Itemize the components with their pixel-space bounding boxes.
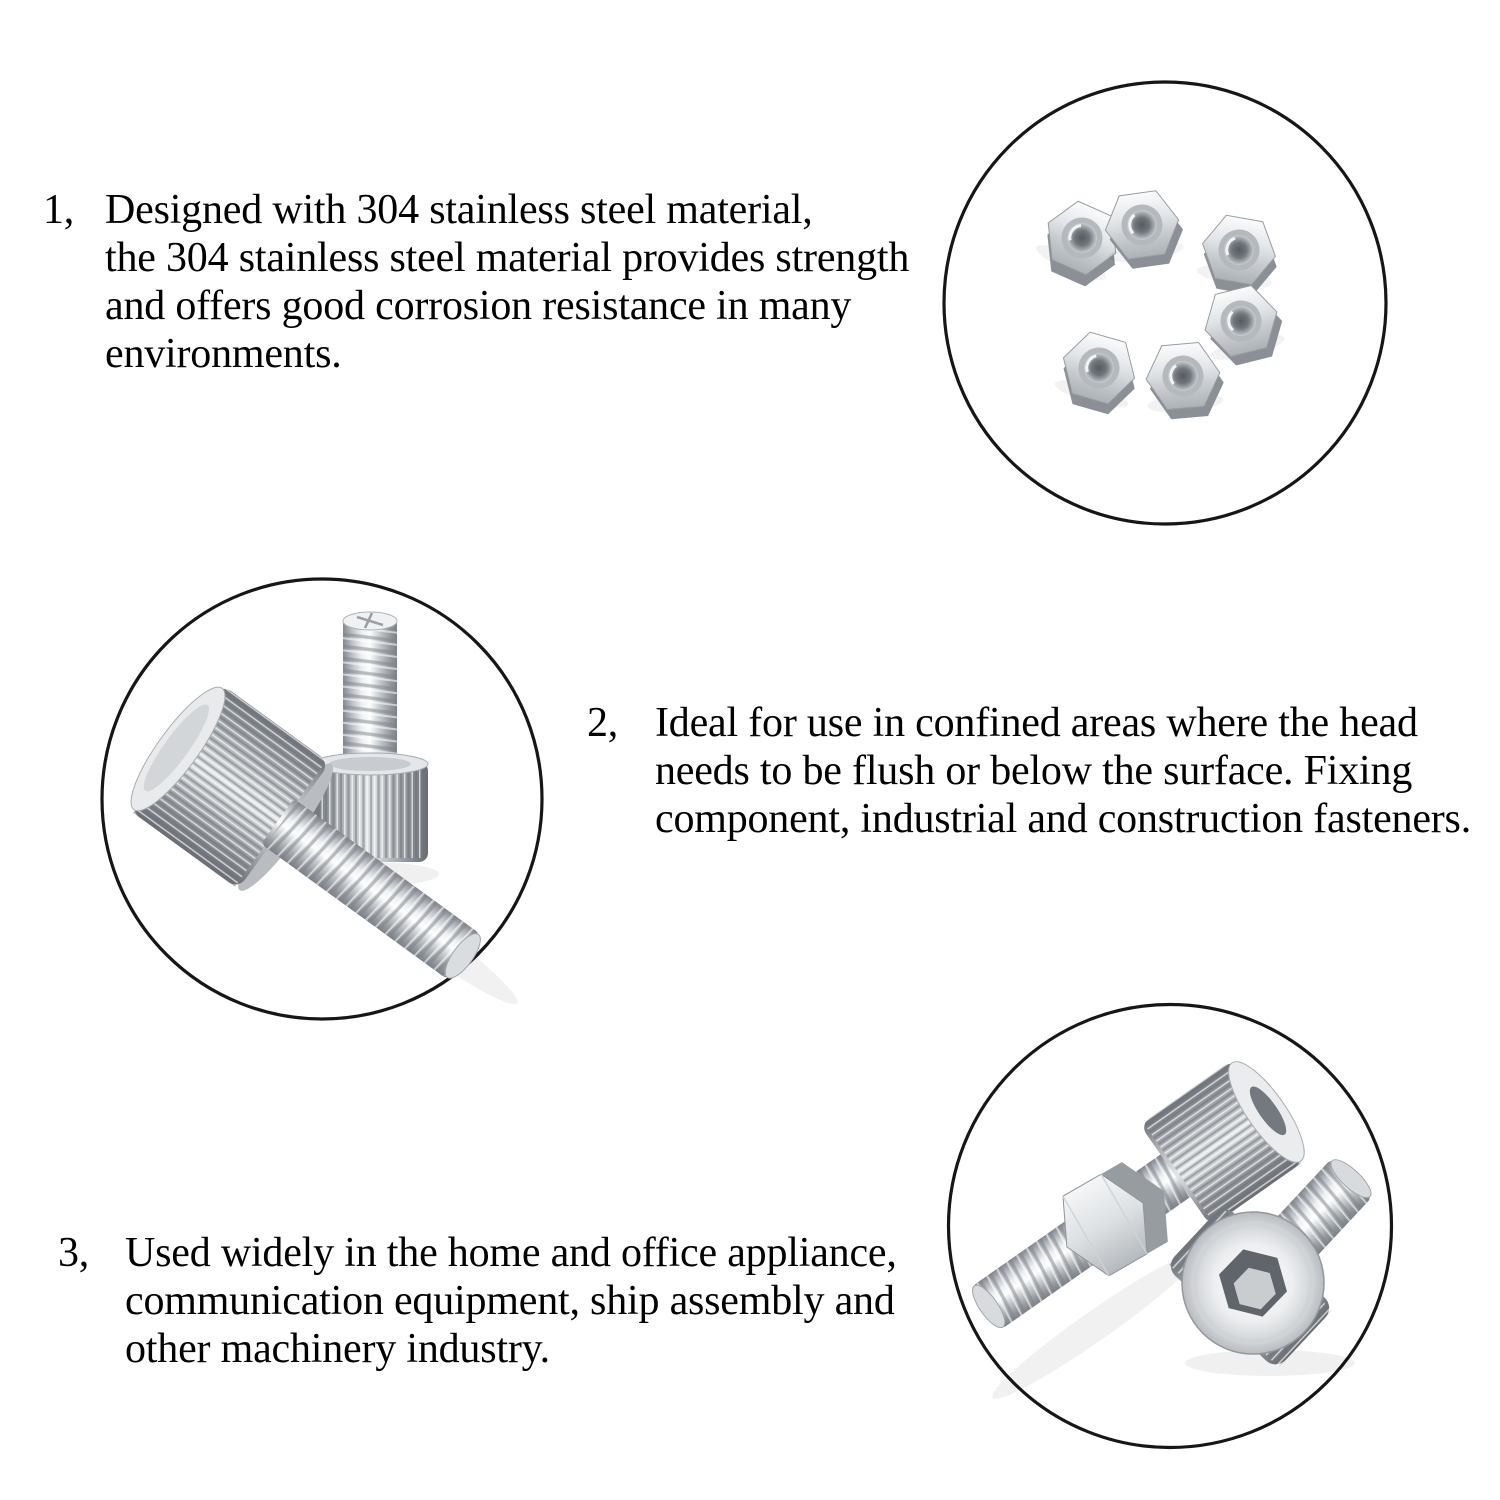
text-line: communication equipment, ship assembly and bbox=[125, 1278, 895, 1324]
hex-nuts-illustration bbox=[941, 79, 1389, 527]
feature-1-text bbox=[105, 186, 909, 378]
photo-circle-border bbox=[944, 82, 1386, 524]
feature-3-number: 3, bbox=[58, 1230, 90, 1276]
text-line: the 304 stainless steel material provides strength bbox=[105, 235, 910, 281]
feature-2-text bbox=[655, 699, 1471, 843]
assembly-illustration bbox=[945, 1001, 1395, 1451]
text-line: and offers good corrosion resistance in many bbox=[105, 283, 852, 329]
socket-head-screws-photo bbox=[99, 576, 545, 1022]
text-line: Designed with 304 stainless steel material, bbox=[105, 187, 813, 233]
text-line: environments. bbox=[105, 331, 342, 377]
text-line: other machinery industry. bbox=[125, 1326, 550, 1372]
hex-nuts-photo bbox=[941, 79, 1389, 527]
socket-screws-illustration bbox=[99, 576, 545, 1022]
screw-nut-assembly-photo bbox=[945, 1001, 1395, 1451]
feature-2-number: 2, bbox=[587, 700, 619, 746]
text-line: component, industrial and construction fasteners. bbox=[655, 796, 1471, 842]
feature-1-number: 1, bbox=[43, 187, 75, 233]
feature-2 bbox=[587, 699, 1471, 843]
text-line: Ideal for use in confined areas where the head bbox=[655, 700, 1418, 746]
feature-1 bbox=[43, 186, 909, 378]
feature-3-text bbox=[125, 1229, 897, 1373]
text-line: needs to be flush or below the surface. Fixing bbox=[655, 748, 1413, 794]
feature-3 bbox=[58, 1229, 897, 1373]
text-line: Used widely in the home and office appliance, bbox=[125, 1230, 897, 1276]
